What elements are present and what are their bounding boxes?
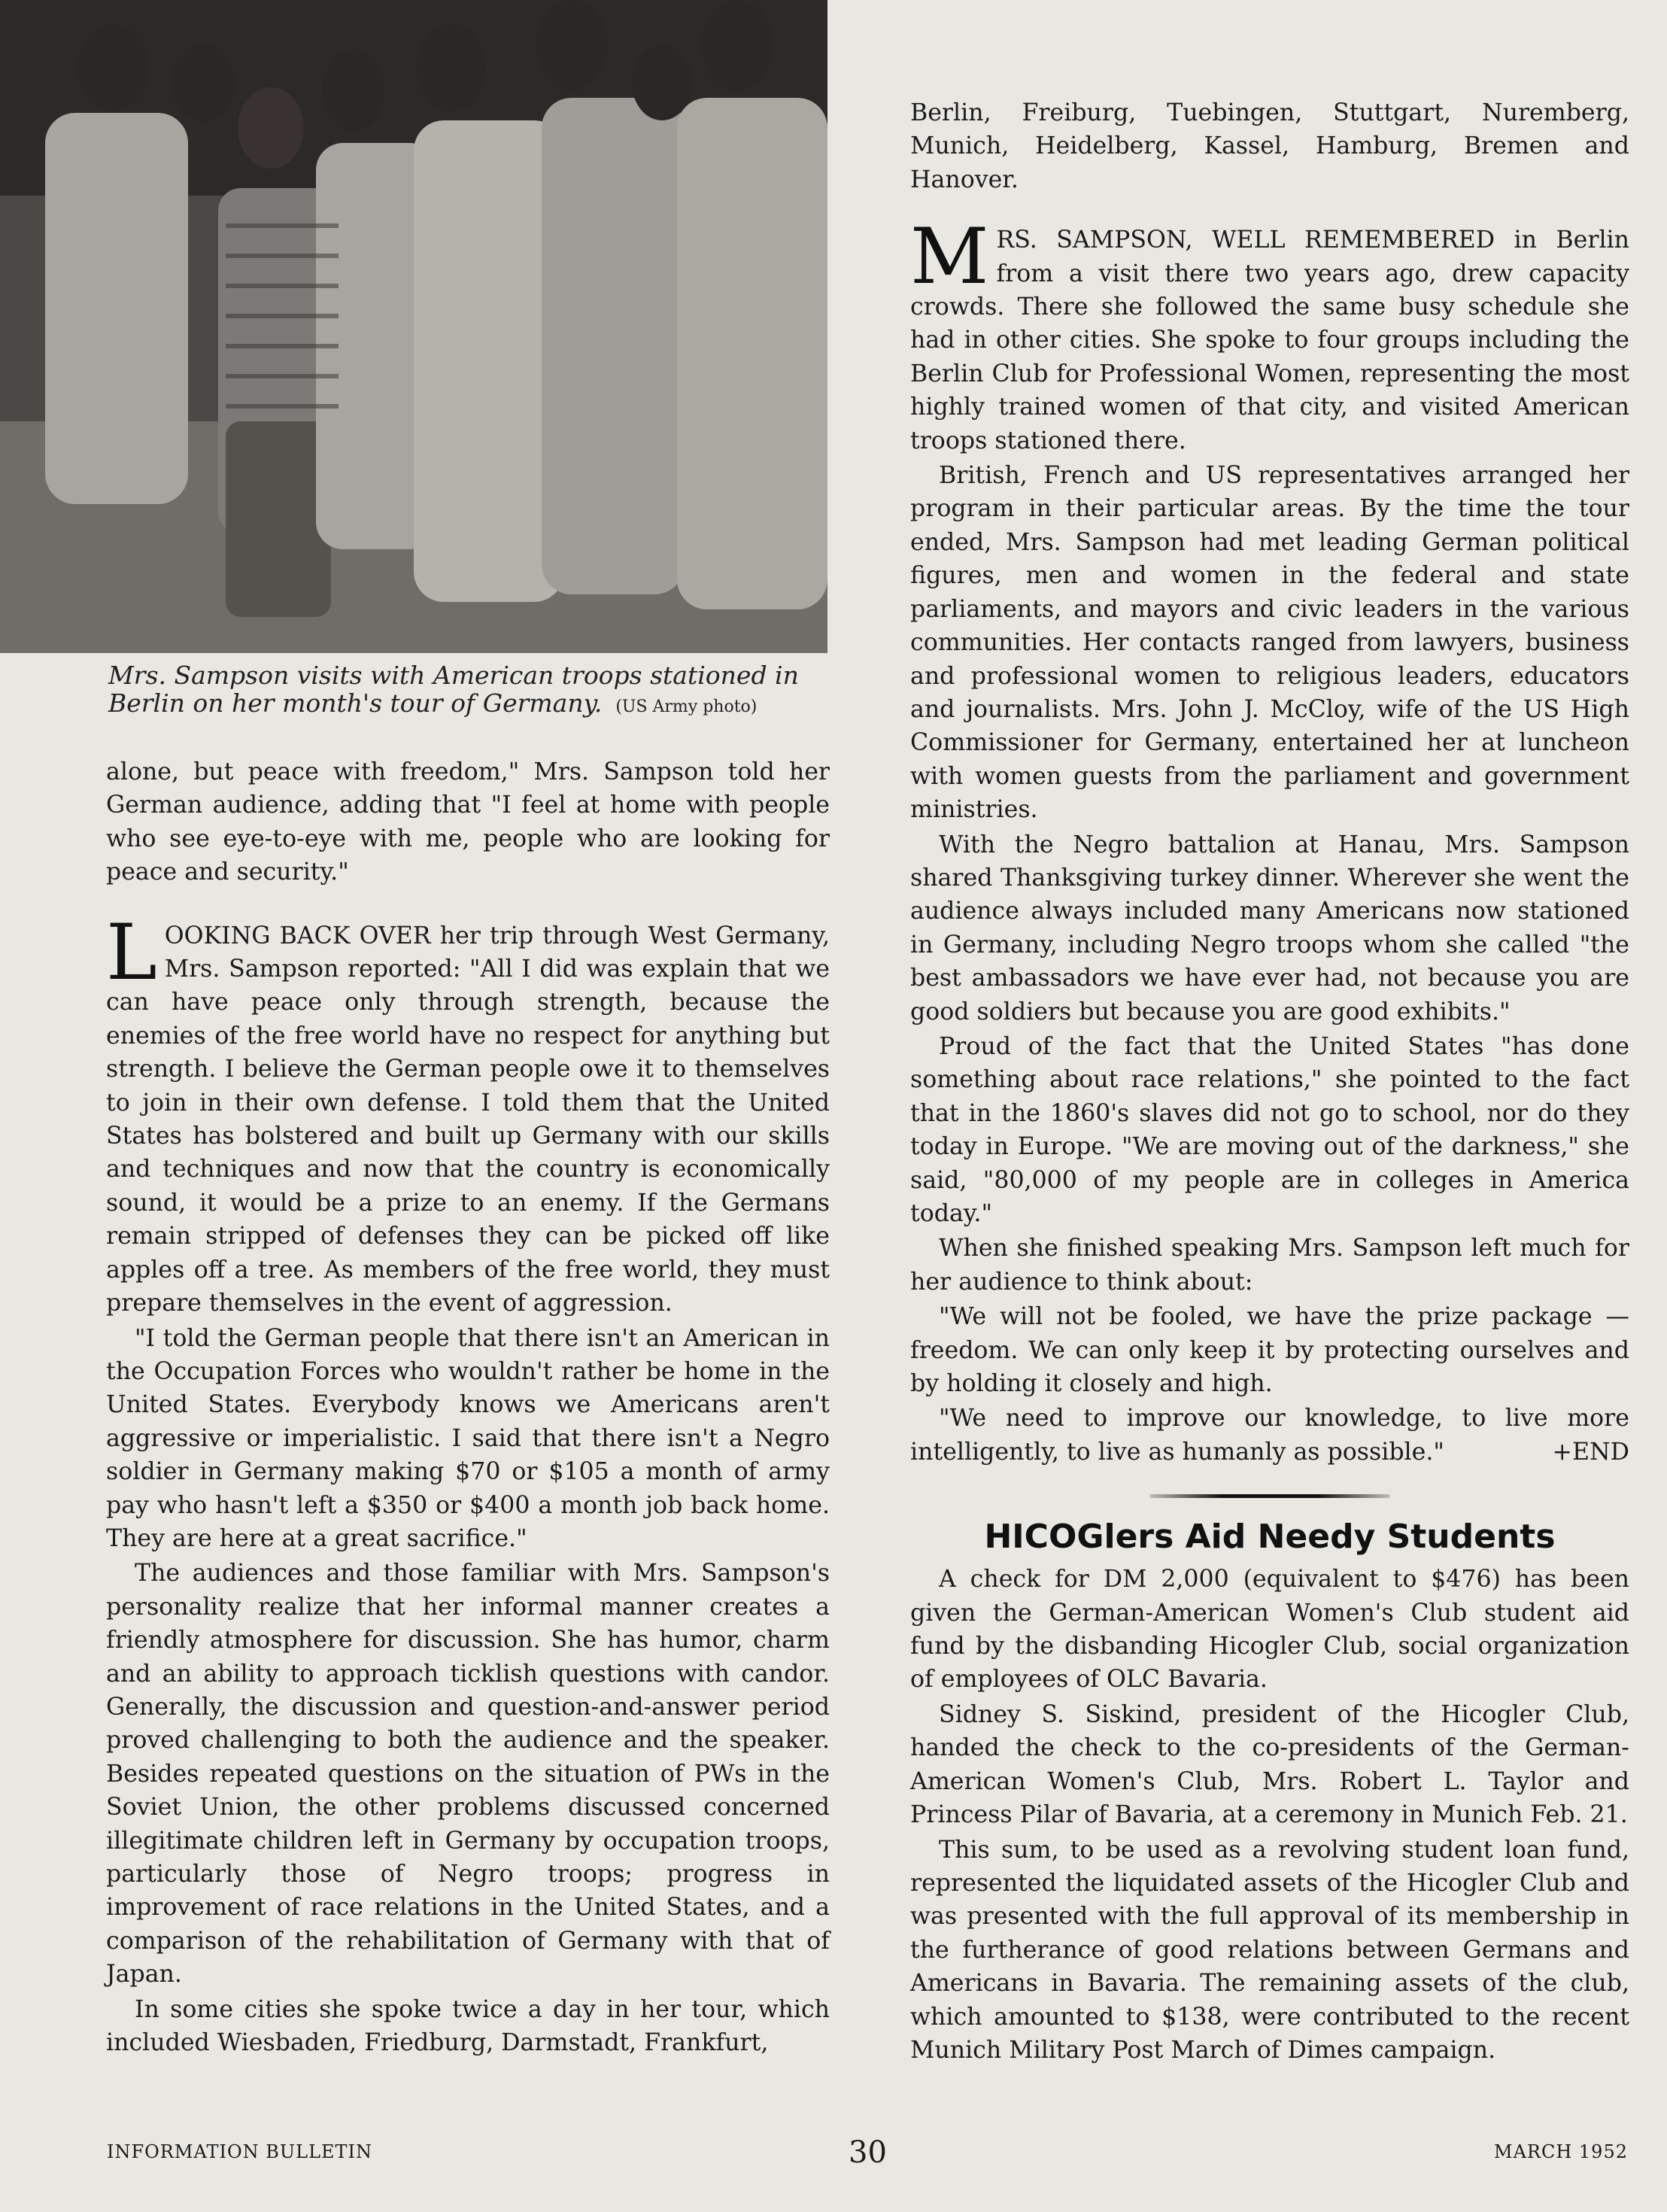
article-headline: HICOGlers Aid Needy Students bbox=[984, 1518, 1556, 1557]
end-mark: +END bbox=[1552, 1438, 1629, 1466]
right-paragraph-6: When she finished speaking Mrs. Sampson left much for her audience to think about: bbox=[910, 1235, 1629, 1296]
right-paragraph-1: Berlin, Freiburg, Tuebingen, Stuttgart, Nuremberg, Munich, Heidelberg, Kassel, Hamburg, Bremen and Hanover. bbox=[910, 99, 1629, 193]
right-column bbox=[910, 96, 1629, 2067]
drop-cap-l: L bbox=[106, 907, 157, 998]
right-paragraph-11: This sum, to be used as a revolving student loan fund, represented the liquidated assets of the Hicogler Club and was presented with the full approval of its membership in the furtherance of good relations between Germans and Americans in Bavaria. The remaining assets of the club, which amounted to $138, were contributed to the recent Munich Military Post March of Dimes campaign. bbox=[910, 1836, 1629, 2064]
right-paragraph-3: British, French and US representatives arranged her program in their particular areas. By the time the tour ended, Mrs. Sampson had met leading German political figures, men and women in the federal and state parliaments, and mayors and civic leaders in the various communities. Her contacts ranged from lawyers, business and professional women to religious leaders, educators and journalists. Mrs. John J. McCloy, wife of the US High Commissioner for Germany, entertained her at luncheon with women guests from the parliament and government ministries. bbox=[910, 462, 1629, 824]
troops-photo bbox=[0, 0, 827, 653]
page-number: 30 bbox=[849, 2135, 887, 2170]
footer-publication: INFORMATION BULLETIN bbox=[107, 2141, 373, 2162]
right-paragraph-2-body: in Berlin from a visit there two years ago, drew capacity crowds. There she followed the same busy schedule she had in other cities. She spoke to four groups including the Berlin Club for Professional Women, representing the most highly trained women of that city, and visited American troops stationed there. bbox=[910, 226, 1629, 454]
troops-photo-illustration bbox=[0, 0, 827, 653]
photo-caption bbox=[108, 662, 827, 718]
left-paragraph-3: "I told the German people that there isn't an American in the Occupation Forces who wouldn't rather be home in the United States. Everybody knows we Americans aren't aggressive or imperialistic. I said that there isn't a Negro soldier in Germany making $70 or $105 a month of army pay who hasn't left a $350 or $400 a month job back home. They are here at a great sacrifice." bbox=[106, 1324, 830, 1552]
section-divider bbox=[1149, 1494, 1390, 1498]
right-paragraph-5: Proud of the fact that the United States "has done something about race relations," she pointed to the fact that in the 1860's slaves did not go to school, nor do they today in Europe. "We are moving out of the darkness," she said, "80,000 of my people are in colleges in America today." bbox=[910, 1032, 1629, 1227]
right-paragraph-7: "We will not be fooled, we have the prize package — freedom. We can only keep it by protecting ourselves and by holding it closely and high. bbox=[910, 1303, 1629, 1398]
section-gap bbox=[106, 889, 830, 919]
left-column bbox=[106, 755, 830, 2059]
left-paragraph-5: In some cities she spoke twice a day in her tour, which included Wiesbaden, Friedburg, Darmstadt, Frankfurt, bbox=[106, 1995, 830, 2057]
caption-text: Mrs. Sampson visits with American troops stationed in Berlin on her month's tour of Germany. bbox=[108, 661, 799, 718]
right-paragraph-2 bbox=[910, 212, 1629, 457]
right-paragraph-8 bbox=[910, 1402, 1629, 1469]
left-paragraph-4: The audiences and those familiar with Mrs. Sampson's personality realize that her informal manner creates a friendly atmosphere for discussion. She has humor, charm and an ability to approach ticklish questions with candor. Generally, the discussion and question-and-answer period proved challenging to both the audience and the speaker. Besides repeated questions on the situation of PWs in the Soviet Union, the other problems discussed concerned illegitimate children left in Germany by occupation troops, particularly those of Negro troops; progress in improvement of race relations in the United States, and a comparison of the rehabilitation of Germany with that of Japan. bbox=[106, 1560, 830, 1989]
right-paragraph-8-body: "We need to improve our knowledge, to live more intelligently, to live as humanly as possible." bbox=[910, 1405, 1629, 1466]
lead-in-caps: OOKING BACK OVER bbox=[164, 922, 431, 950]
section-gap bbox=[910, 196, 1629, 223]
right-paragraph-9: A check for DM 2,000 (equivalent to $476) has been given the German-American Women's Club student aid fund by the disbanding Hicogler Club, social organization of employees of OLC Bavaria. bbox=[910, 1566, 1629, 1694]
right-paragraph-10: Sidney S. Siskind, president of the Hicogler Club, handed the check to the co-presidents of the German-American Women's Club, Mrs. Robert L. Taylor and Princess Pilar of Bavaria, at a ceremony in Munich Feb. 21. bbox=[910, 1700, 1629, 1829]
right-paragraph-4: With the Negro battalion at Hanau, Mrs. Sampson shared Thanksgiving turkey dinner. Wherever she went the audience always included many Americans now stationed in Germany, including Negro troops whom she called "the best ambassadors we have ever had, not because you are good soldiers but because you are good exhibits." bbox=[910, 831, 1629, 1025]
lead-in-caps: RS. SAMPSON, WELL REMEMBERED bbox=[996, 226, 1495, 254]
left-paragraph-1: alone, but peace with freedom," Mrs. Sampson told her German audience, adding that "I feel at home with people who see eye-to-eye with me, people who are looking for peace and security." bbox=[106, 758, 830, 886]
drop-cap-m: M bbox=[910, 212, 989, 302]
left-paragraph-2-body: her trip through West Germany, Mrs. Sampson reported: "All I did was explain that we can have peace only through strength, because the enemies of the free world have no respect for anything but strength. I believe the German people owe it to themselves to join in their own defense. I told them that the United States has bolstered and built up Germany with our skills and techniques and now that the country is economically sound, it would be a prize to an enemy. If the Germans remain stripped of defenses they can be picked off like apples off a tree. As members of the free world, they must prepare themselves in the event of aggression. bbox=[106, 922, 830, 1317]
left-paragraph-2 bbox=[106, 907, 830, 1320]
photo-credit: (US Army photo) bbox=[615, 697, 758, 716]
footer-date: MARCH 1952 bbox=[1494, 2141, 1628, 2162]
